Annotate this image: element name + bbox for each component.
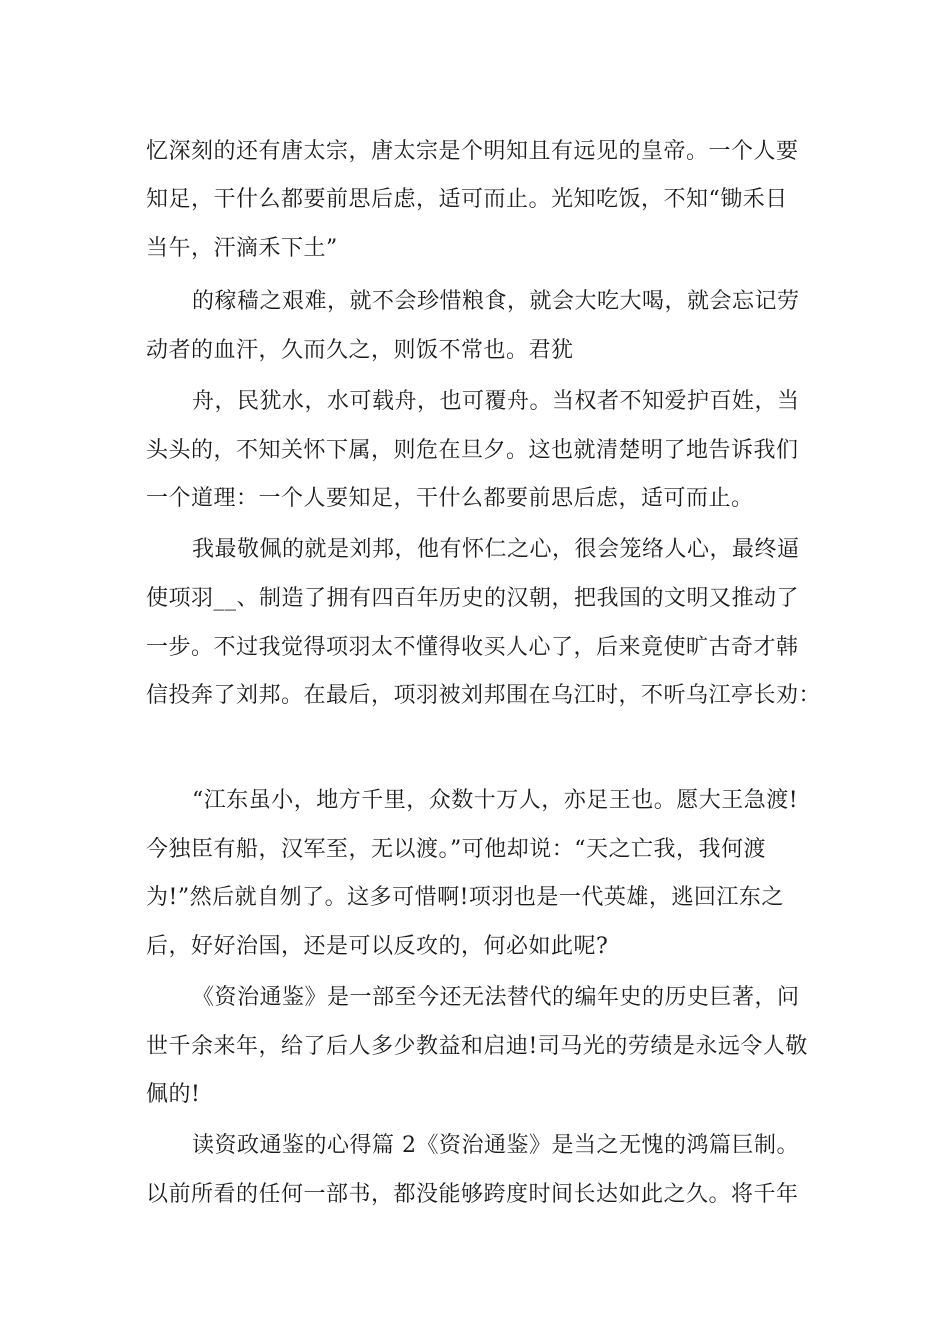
- text-line: 今独臣有船，汉军至，无以渡。”可他却说：“天之亡我，我何渡: [146, 837, 766, 862]
- text-line: 知足，干什么都要前思后虑，适可而止。光知吃饭，不知“锄禾日: [146, 187, 788, 212]
- text-line: 一步。不过我觉得项羽太不懂得收买人心了，后来竟使旷古奇才韩: [146, 635, 799, 660]
- text-line: 的稼穑之艰难，就不会珍惜粮食，就会大吃大喝，就会忘记劳: [192, 289, 800, 314]
- text-line: 信投奔了刘邦。在最后，项羽被刘邦围在乌江时，不听乌江亭长劝：: [146, 683, 822, 708]
- text-line: 一个道理：一个人要知足，干什么都要前思后虑，适可而止。: [146, 486, 754, 511]
- text-line: 舟，民犹水，水可载舟，也可覆舟。当权者不知爱护百姓，当: [192, 389, 800, 414]
- text-line: 世千余来年，给了后人多少教益和启迪!司马光的劳绩是永远令人敬: [146, 1034, 808, 1059]
- text-line: 动者的血汗，久而久之，则饭不常也。君犹: [146, 338, 574, 363]
- text-line: 使项羽__、制造了拥有四百年历史的汉朝，把我国的文明又推动了: [146, 586, 800, 611]
- text-line: 头头的，不知关怀下属，则危在旦夕。这也就清楚明了地告诉我们: [146, 438, 799, 463]
- text-line: 当午，汗滴禾下土”: [146, 236, 338, 261]
- text-line: “江东虽小，地方千里，众数十万人，亦足王也。愿大王急渡!: [192, 788, 799, 813]
- text-line: 后，好好治国，还是可以反攻的，何必如此呢?: [146, 934, 609, 959]
- text-line: 《资治通鉴》是一部至今还无法替代的编年史的历史巨著，问: [192, 985, 800, 1010]
- text-line: 忆深刻的还有唐太宗，唐太宗是个明知且有远见的皇帝。一个人要: [146, 139, 799, 164]
- text-line: 为!”然后就自刎了。这多可惜啊!项羽也是一代英雄，逃回江东之: [146, 885, 784, 910]
- text-line: 佩的!: [146, 1082, 201, 1107]
- text-line: 读资政通鉴的心得篇 2《资治通鉴》是当之无愧的鸿篇巨制。: [192, 1133, 799, 1158]
- text-line: 以前所看的任何一部书，都没能够跨度时间长达如此之久。将千年: [146, 1182, 799, 1207]
- text-line: 我最敬佩的就是刘邦，他有怀仁之心，很会笼络人心，最终逼: [192, 537, 800, 562]
